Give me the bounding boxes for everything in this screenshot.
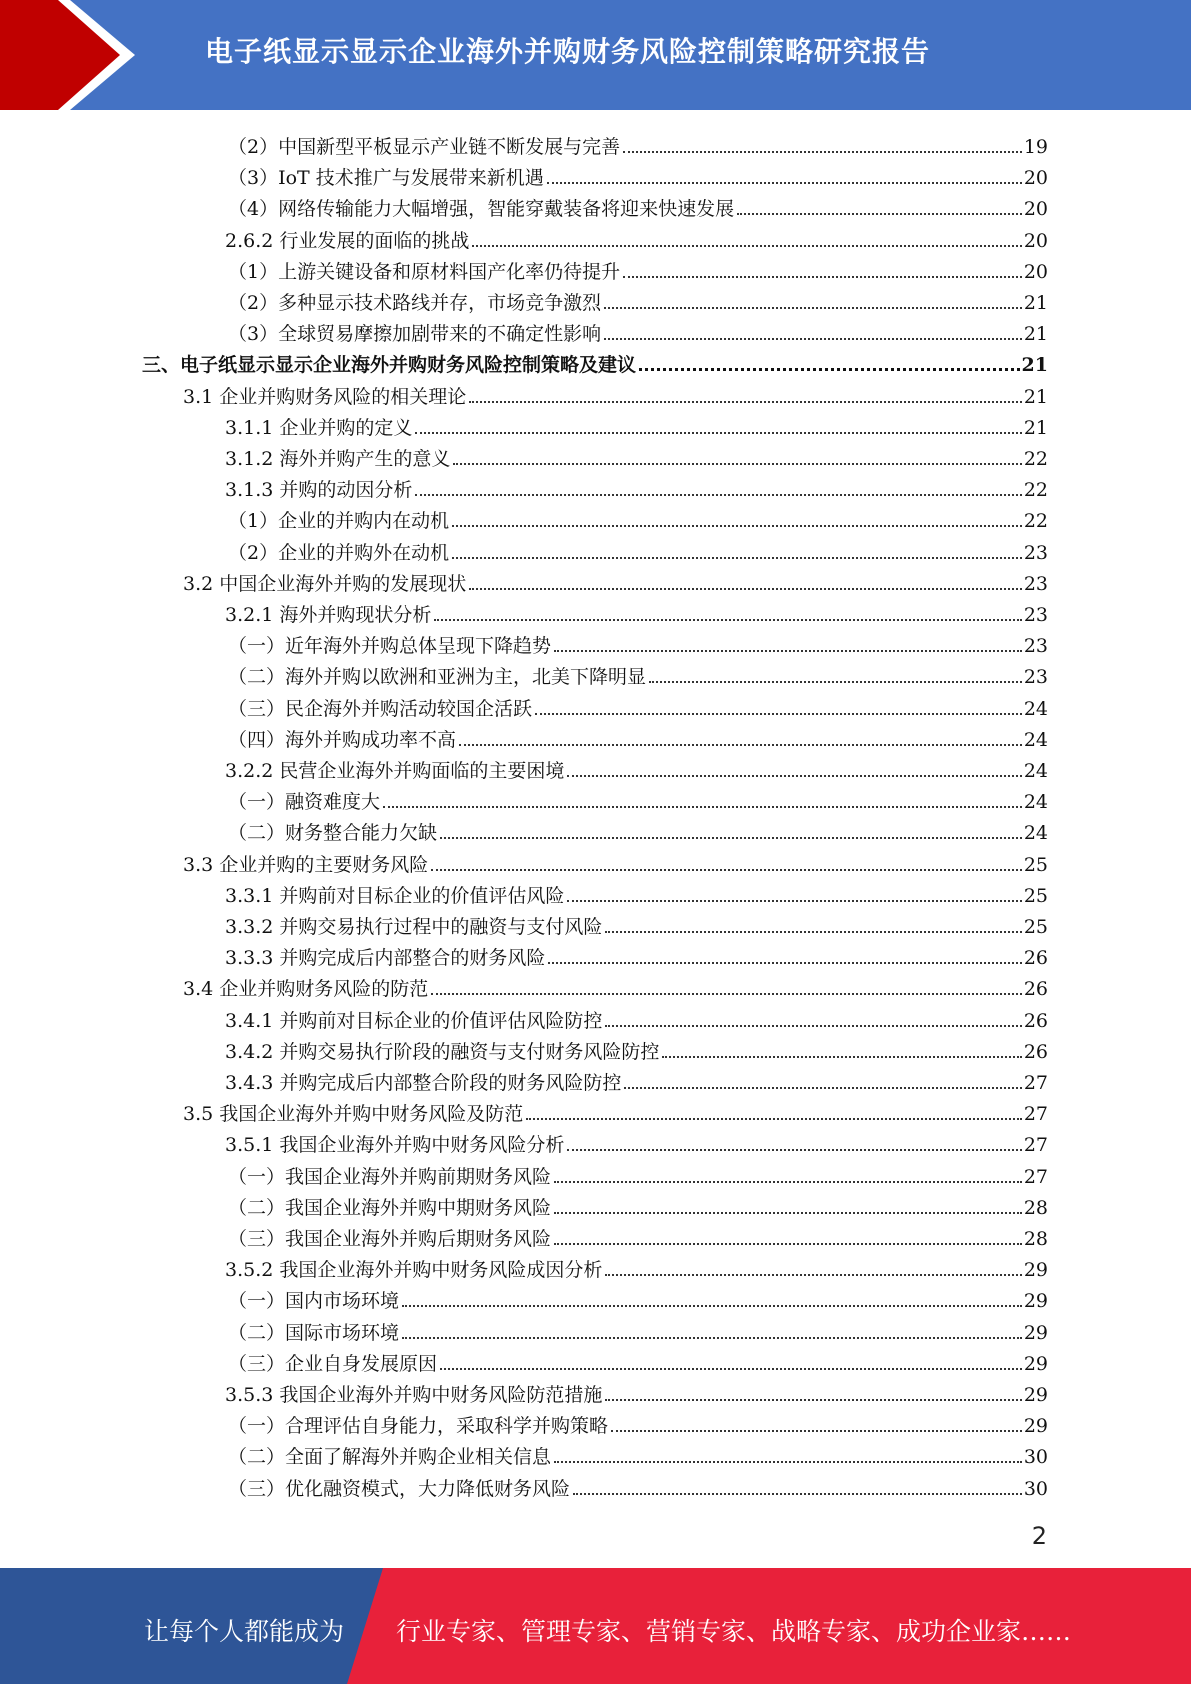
- toc-entry-title: 3.5.2 我国企业海外并购中财务风险成因分析: [225, 1259, 603, 1282]
- toc-entry-page: 29: [1023, 1352, 1048, 1375]
- toc-entry-page: 19: [1023, 136, 1048, 158]
- toc-entry-title: （1）上游关键设备和原材料国产化率仍待提升: [228, 260, 621, 283]
- toc-entry-page: 21: [1023, 416, 1048, 439]
- toc-entry[interactable]: [225, 440, 1048, 471]
- toc-entry-title: （3）IoT 技术推广与发展带来新机遇: [228, 167, 544, 190]
- toc-entry-title: （二）财务整合能力欠缺: [228, 822, 438, 845]
- toc-entry-title: 3.2.1 海外并购现状分析: [225, 604, 432, 626]
- toc-dot-leader: [459, 732, 1022, 746]
- toc-entry[interactable]: [228, 190, 1048, 221]
- toc-entry-title: （三）我国企业海外并购后期财务风险: [228, 1228, 552, 1250]
- toc-entry[interactable]: [228, 534, 1048, 565]
- toc-dot-leader: [554, 638, 1022, 652]
- toc-entry-title: （3）全球贸易摩擦加剧带来的不确定性影响: [228, 323, 602, 346]
- toc-entry-page: 24: [1023, 760, 1048, 782]
- toc-entry-page: 22: [1023, 479, 1048, 502]
- toc-entry-page: 26: [1023, 978, 1048, 1001]
- toc-entry-title: （三）企业自身发展原因: [228, 1352, 438, 1375]
- toc-dot-leader: [611, 1418, 1022, 1432]
- toc-entry-title: （一）融资难度大: [228, 791, 381, 814]
- toc-entry-title: （四）海外并购成功率不高: [228, 728, 457, 751]
- toc-entry[interactable]: [225, 1064, 1048, 1095]
- toc-entry-page: 26: [1023, 1009, 1048, 1032]
- toc-dot-leader: [472, 233, 1021, 247]
- toc-entry-page: 24: [1023, 697, 1048, 720]
- toc-entry-page: 24: [1023, 791, 1048, 814]
- toc-entry-page: 29: [1023, 1290, 1048, 1313]
- toc-entry-page: 23: [1023, 572, 1048, 595]
- toc-entry-page: 28: [1023, 1196, 1048, 1219]
- toc-entry-page: 29: [1023, 1415, 1048, 1438]
- toc-entry-title: 3.4.1 并购前对目标企业的价值评估风险防控: [225, 1009, 603, 1032]
- toc-entry[interactable]: [225, 1251, 1048, 1282]
- toc-entry-title: 3.2.2 民营企业海外并购面临的主要困境: [225, 760, 565, 782]
- toc-entry-page: 22: [1023, 448, 1048, 470]
- toc-dot-leader: [605, 1013, 1021, 1027]
- toc-entry[interactable]: [228, 658, 1048, 689]
- toc-entry[interactable]: [228, 721, 1048, 752]
- toc-entry-page: 24: [1023, 822, 1048, 845]
- toc-entry-title: 3.1.3 并购的动因分析: [225, 479, 413, 502]
- toc-dot-leader: [649, 669, 1022, 683]
- toc-entry-title: （2）企业的并购外在动机: [228, 541, 450, 564]
- toc-dot-leader: [452, 545, 1022, 559]
- toc-dot-leader: [431, 981, 1022, 995]
- toc-dot-leader: [567, 1137, 1021, 1151]
- toc-entry[interactable]: [225, 1126, 1048, 1157]
- toc-entry-title: （2）多种显示技术路线并存，市场竞争激烈: [228, 292, 602, 314]
- toc-dot-leader: [402, 1325, 1022, 1339]
- toc-dot-leader: [567, 763, 1021, 777]
- toc-entry-page: 21: [1023, 292, 1048, 314]
- toc-entry-page: 20: [1023, 260, 1048, 283]
- toc-entry-title: 3.4.2 并购交易执行阶段的融资与支付财务风险防控: [225, 1040, 660, 1063]
- toc-dot-leader: [604, 295, 1022, 309]
- toc-dot-leader: [604, 326, 1022, 340]
- toc-entry[interactable]: [225, 1002, 1048, 1033]
- toc-dot-leader: [605, 1387, 1021, 1401]
- toc-entry-title: 3.3.3 并购完成后内部整合的财务风险: [225, 947, 546, 970]
- toc-entry-page: 20: [1023, 167, 1048, 190]
- toc-entry-title: 3.4 企业并购财务风险的防范: [183, 978, 429, 1001]
- toc-entry-page: 26: [1023, 947, 1048, 970]
- toc-entry-page: 20: [1023, 198, 1048, 221]
- toc-entry-title: （一）近年海外并购总体呈现下降趋势: [228, 635, 552, 658]
- toc-dot-leader: [431, 857, 1022, 871]
- toc-entry-page: 26: [1023, 1040, 1048, 1063]
- toc-dot-leader: [623, 264, 1022, 278]
- toc-dot-leader: [737, 201, 1022, 215]
- toc-dot-leader: [567, 888, 1021, 902]
- toc-entry-title: 3.2 中国企业海外并购的发展现状: [183, 572, 467, 595]
- toc-dot-leader: [383, 794, 1022, 808]
- toc-entry-title: （二）海外并购以欧洲和亚洲为主，北美下降明显: [228, 666, 647, 689]
- toc-dot-leader: [535, 701, 1022, 715]
- toc-entry-title: （2）中国新型平板显示产业链不断发展与完善: [228, 136, 621, 158]
- toc-dot-leader: [623, 139, 1022, 153]
- toc-entry-title: 3.1.2 海外并购产生的意义: [225, 448, 451, 470]
- toc-entry-title: （三）优化融资模式，大力降低财务风险: [228, 1477, 571, 1500]
- toc-entry[interactable]: [228, 253, 1048, 284]
- toc-dot-leader: [662, 1044, 1021, 1058]
- toc-entry[interactable]: [228, 315, 1048, 346]
- toc-entry-page: 27: [1023, 1134, 1048, 1157]
- toc-entry[interactable]: [142, 346, 1048, 377]
- toc-entry[interactable]: [183, 970, 1048, 1001]
- toc-dot-leader: [434, 607, 1021, 621]
- toc-entry-page: 23: [1023, 541, 1048, 564]
- toc-entry-page: 30: [1023, 1477, 1048, 1500]
- toc-dot-leader: [415, 482, 1021, 496]
- toc-entry[interactable]: [228, 1158, 1048, 1189]
- toc-dot-leader: [452, 513, 1022, 527]
- toc-entry[interactable]: [228, 1345, 1048, 1376]
- toc-entry[interactable]: [225, 1033, 1048, 1064]
- toc-entry-title: 3.4.3 并购完成后内部整合阶段的财务风险防控: [225, 1072, 622, 1094]
- toc-dot-leader: [453, 451, 1021, 465]
- footer-slogan-left: 让每个人都能成为: [144, 1617, 345, 1646]
- toc-entry-title: 3.5.1 我国企业海外并购中财务风险分析: [225, 1134, 565, 1157]
- toc-entry[interactable]: [228, 1407, 1048, 1438]
- toc-entry-page: 25: [1023, 916, 1048, 938]
- toc-entry-page: 27: [1023, 1072, 1048, 1094]
- toc-entry[interactable]: [228, 1282, 1048, 1313]
- toc-entry-title: 3.1 企业并购财务风险的相关理论: [183, 385, 467, 408]
- toc-entry[interactable]: [228, 814, 1048, 845]
- toc-entry[interactable]: [183, 565, 1048, 596]
- toc-dot-leader: [547, 170, 1022, 184]
- toc-entry[interactable]: [225, 596, 1048, 627]
- toc-entry-title: （二）我国企业海外并购中期财务风险: [228, 1196, 552, 1219]
- toc-dot-leader: [573, 1481, 1022, 1495]
- toc-entry-title: （4）网络传输能力大幅增强，智能穿戴装备将迎来快速发展: [228, 198, 735, 221]
- toc-entry[interactable]: [228, 690, 1048, 721]
- toc-entry-page: 29: [1023, 1321, 1048, 1344]
- page-footer: [0, 1568, 1191, 1684]
- toc-entry[interactable]: [228, 128, 1048, 159]
- toc-entry-page: 23: [1023, 604, 1048, 626]
- toc-dot-leader: [402, 1293, 1022, 1307]
- toc-entry-page: 29: [1023, 1384, 1048, 1406]
- toc-entry-title: 3.3.2 并购交易执行过程中的融资与支付风险: [225, 916, 603, 938]
- toc-entry-title: 3.5 我国企业海外并购中财务风险及防范: [183, 1103, 524, 1126]
- toc-dot-leader: [639, 356, 1020, 371]
- footer-slogan-right: 行业专家、管理专家、营销专家、战略专家、成功企业家……: [396, 1617, 1072, 1646]
- toc-dot-leader: [554, 1231, 1022, 1245]
- toc-entry-title: 3.3 企业并购的主要财务风险: [183, 853, 429, 876]
- toc-dot-leader: [605, 919, 1021, 933]
- toc-dot-leader: [526, 1106, 1022, 1120]
- toc-dot-leader: [440, 1356, 1022, 1370]
- toc-entry-page: 23: [1023, 635, 1048, 658]
- toc-entry[interactable]: [225, 939, 1048, 970]
- toc-entry-page: 25: [1023, 853, 1048, 876]
- toc-entry[interactable]: [228, 1438, 1048, 1469]
- toc-entry-title: （一）合理评估自身能力，采取科学并购策略: [228, 1415, 609, 1438]
- toc-entry[interactable]: [228, 1220, 1048, 1251]
- toc-entry-page: 21: [1023, 385, 1048, 408]
- toc-entry[interactable]: [228, 627, 1048, 658]
- toc-entry[interactable]: [225, 222, 1048, 253]
- toc-entry-page: 27: [1023, 1103, 1048, 1126]
- toc-entry[interactable]: [225, 1376, 1048, 1407]
- toc-entry-page: 28: [1023, 1228, 1048, 1250]
- toc-entry[interactable]: [183, 846, 1048, 877]
- toc-entry[interactable]: [228, 502, 1048, 533]
- toc-dot-leader: [440, 825, 1022, 839]
- toc-dot-leader: [554, 1169, 1022, 1183]
- toc-entry-title: 2.6.2 行业发展的面临的挑战: [225, 229, 470, 252]
- toc-entry-title: 3.3.1 并购前对目标企业的价值评估风险: [225, 884, 565, 907]
- toc-entry[interactable]: [228, 1470, 1048, 1501]
- toc-entry-title: （三）民企海外并购活动较国企活跃: [228, 697, 533, 720]
- toc-entry-page: 20: [1023, 229, 1048, 252]
- toc-entry-title: 三、电子纸显示显示企业海外并购财务风险控制策略及建议: [142, 354, 637, 377]
- toc-entry-title: 3.5.3 我国企业海外并购中财务风险防范措施: [225, 1384, 603, 1406]
- toc-entry[interactable]: [228, 159, 1048, 190]
- toc-entry-page: 27: [1023, 1165, 1048, 1188]
- toc-entry[interactable]: [228, 284, 1048, 315]
- toc-entry[interactable]: [228, 1189, 1048, 1220]
- toc-entry-page: 21: [1021, 354, 1048, 377]
- toc-entry-page: 22: [1023, 510, 1048, 533]
- toc-entry-title: （二）全面了解海外并购企业相关信息: [228, 1446, 552, 1469]
- toc-entry-title: （二）国际市场环境: [228, 1321, 400, 1344]
- toc-entry-page: 29: [1023, 1259, 1048, 1282]
- header-title: 电子纸显示显示企业海外并购财务风险控制策略研究报告: [205, 35, 931, 68]
- toc-dot-leader: [469, 576, 1022, 590]
- toc-entry[interactable]: [183, 1095, 1048, 1126]
- toc-entry-title: （一）国内市场环境: [228, 1290, 400, 1313]
- toc-entry[interactable]: [225, 471, 1048, 502]
- toc-entry[interactable]: [225, 908, 1048, 939]
- toc-dot-leader: [415, 420, 1021, 434]
- toc-dot-leader: [605, 1262, 1021, 1276]
- toc-entry-title: （1）企业的并购内在动机: [228, 510, 450, 533]
- toc-dot-leader: [554, 1200, 1022, 1214]
- toc-entry-page: 25: [1023, 884, 1048, 907]
- toc-entry[interactable]: [183, 378, 1048, 409]
- page-number: 2: [1031, 1522, 1047, 1550]
- toc-dot-leader: [624, 1075, 1021, 1089]
- toc-entry[interactable]: [225, 752, 1048, 783]
- toc-entry-title: 3.1.1 企业并购的定义: [225, 416, 413, 439]
- toc-entry-page: 21: [1023, 323, 1048, 346]
- toc-entry-page: 30: [1023, 1446, 1048, 1469]
- toc-dot-leader: [554, 1449, 1022, 1463]
- toc-entry-title: （一）我国企业海外并购前期财务风险: [228, 1165, 552, 1188]
- toc-dot-leader: [469, 389, 1022, 403]
- page-header: [0, 0, 1191, 110]
- toc-entry-page: 23: [1023, 666, 1048, 689]
- toc-dot-leader: [548, 950, 1021, 964]
- toc-entry[interactable]: [225, 409, 1048, 440]
- toc-entry-page: 24: [1023, 728, 1048, 751]
- toc-entry[interactable]: [228, 783, 1048, 814]
- toc-entry[interactable]: [228, 1314, 1048, 1345]
- toc-entry[interactable]: [225, 877, 1048, 908]
